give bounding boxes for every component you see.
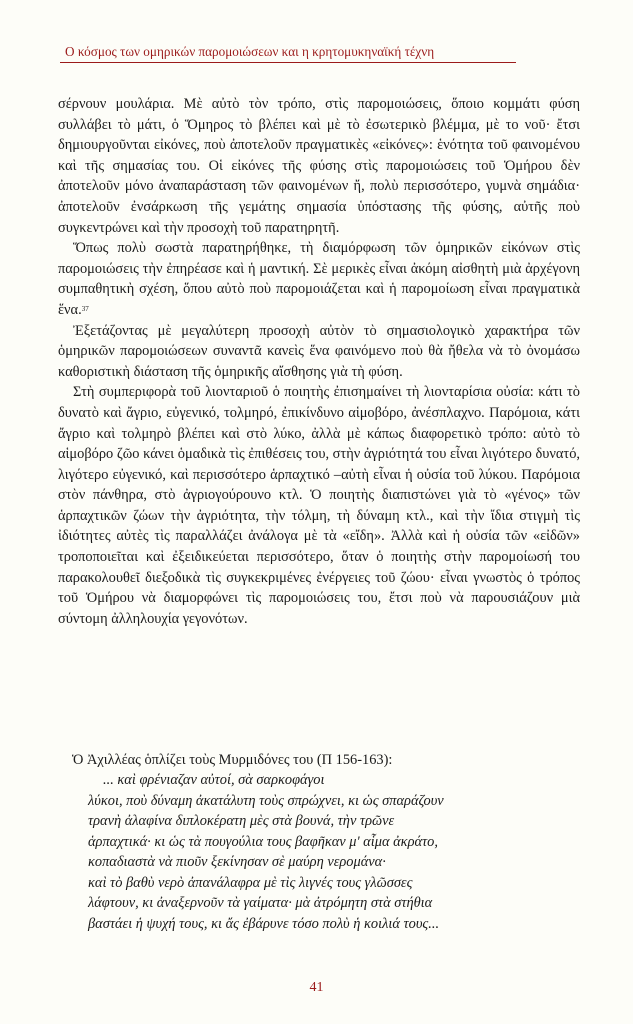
verse-line: ἁρπαχτικά· κι ὡς τὰ πουγούλια τους βαφῆκαν μ' αἷμα ἀκράτο, (88, 833, 438, 850)
paragraph (58, 321, 580, 383)
paragraph-text: Ὅπως πολὺ σωστὰ παρατηρήθηκε, τὴ διαμόρφωση τῶν ὁμηρικῶν εἰκόνων στὶς παρομοιώσεις τὴν ἐπηρέασε καὶ ἡ μαντική. Σὲ μερικὲς εἶναι ἀκόμη αἰσθητὴ μιὰ ἀρχέγονη συμπαθητικὴ σχέση, ὅπου αὐτὸ ποὺ παρομοιάζεται καὶ ἡ παρομοίωση εἶναι πραγματικὰ ἕνα. (58, 240, 580, 318)
verse-line: λάφτουν, κι ἀναξερνοῦν τὰ γαίματα· μὰ ἀτρόμητη στὰ στήθια (88, 895, 433, 911)
running-title: Ο κόσμος των ομηρικών παρομοιώσεων και η κρητομυκηναϊκή τέχνη (65, 44, 435, 59)
verse-quotation (88, 770, 558, 934)
paragraph (58, 382, 580, 629)
body-text (58, 94, 580, 629)
paragraph-text: σέρνουν μουλάρια. Μὲ αὐτὸ τὸν τρόπο, στὶς παρομοιώσεις, ὅποιο κομμάτι φύση συλλάβει τὸ μάτι, ὁ Ὅμηρος τὸ βλέπει καὶ μὲ τὸ ἐσωτερικὸ βλέμμα, μὲ το νοῦ· ἔτσι δημιουργοῦνται εἰκόνες, ποὺ ἀποτελοῦν πραγματικὲς «εἰκόνες»: ἑνότητα τοῦ φαινομένου καὶ τῆς σημασίας του. Οἱ εἰκόνες τῆς φύσης στὶς παρομοιώσεις τοῦ Ὁμήρου δὲν ἀποτελοῦν μόνο ἀναπαράσταση τῶν φαινομένων ἤ, πολὺ περισσότερο, γυμνὰ σημάδια· ἀποτελοῦν ἐνσάρκωση τῆς γεμάτης σημασία ὑπόστασης τῆς φύσης, αὐτῆς ποὺ συγκεντρώνει καὶ τὴν προσοχὴ τοῦ παρατηρητῆ. (58, 96, 580, 236)
verse-line: τρανὴ ἀλαφίνα διπλοκέρατη μὲς στὰ βουνά, τὴν τρῶνε (88, 813, 395, 829)
running-header (60, 44, 516, 63)
verse-line: λύκοι, ποὺ δύναμη ἀκατάλυτη τοὺς σπρώχνει, κι ὡς σπαράζουν (88, 792, 444, 809)
paragraph-text: Στὴ συμπεριφορὰ τοῦ λιονταριοῦ ὁ ποιητὴς ἐπισημαίνει τὴ λιονταρίσια οὐσία: κάτι τὸ δυνατὸ καὶ ἄγριο, εὐγενικό, τολμηρό, ἐπικίνδυνο αἱμοβόρο, ἀνέσπλαχνο. Παρόμοια, κάτι ἄγριο καὶ τολμηρὸ βλέπει καὶ στὸ λύκο, ἀλλὰ μὲ κάπως διαφορετικὸ τρόπο: αὐτὸ τὸ αἱμοβόρο ζῶο κάνει ὁμαδικὰ τὶς ἐπιθέσεις του, στὴν ἀγριότητά του εἶναι λιγότερο δυνατό, λιγότερο εὐγενικό, καὶ περισσότερο ἁρπαχτικό –αὐτὴ εἶναι ἡ οὐσία τοῦ λύκου. Παρόμοια στὸν πάνθηρα, στὸ ἀγριογούρουνο κτλ. Ὁ ποιητὴς διαπιστώνει γιὰ τὸ «γένος» τῶν ἁρπαχτικῶν ζώων τὴν ἀγριότητα, τὴν τόλμη, τὴ δύναμη κτλ., καὶ τὴν ἴδια στιγμὴ τὶς ἰδιότητες αὐτὲς τὶς παραλλάζει ἀνάλογα μὲ τὰ «εἴδη». Ἀλλὰ καὶ ἡ οὐσία τῶν «εἰδῶν» τροποποιεῖται καὶ ἐξειδικεύεται περισσότερο, ὅταν ὁ ποιητὴς στὴν παρομοίωσή του παρακολουθεῖ διεξοδικὰ τὶς συγκεκριμένες ἐνέργειες τοῦ ζώου· εἶναι γνωστὸς ὁ τρόπος τοῦ Ὁμήρου νὰ διαμορφώνει τὶς παρομοιώσεις του, ἔτσι ποὺ νὰ παρουσιάζουν μιὰ σύντομη ἀλληλουχία γεγονότων. (58, 384, 580, 627)
verse-line: ... καὶ φρένιαζαν αὐτοί, σὰ σαρκοφάγοι (103, 772, 325, 788)
page-number: 41 (309, 980, 324, 995)
paragraph (58, 238, 580, 320)
verse-line: κοπαδιαστὰ νὰ πιοῦν ξεκίνησαν σὲ μαύρη νερομάνα· (88, 854, 386, 870)
verse-line: καὶ τὸ βαθὺ νερὸ ἀπανάλαφρα μὲ τὶς λιγνές τους γλῶσσες (88, 874, 413, 891)
quote-intro: Ὁ Ἀχιλλέας ὁπλίζει τοὺς Μυρμιδόνες του (Π 156-163): (72, 752, 393, 768)
footnote-marker: 37 (81, 304, 89, 313)
paragraph (58, 94, 580, 238)
paragraph-text: Ἐξετάζοντας μὲ μεγαλύτερη προσοχὴ αὐτὸν τὸ σημασιολογικὸ χαρακτήρα τῶν ὁμηρικῶν παρομοιώσεων συναντᾶ κανεὶς ἕνα φαινόμενο ποὺ θὰ ἤθελα νὰ τὸ ὀνομάσω καθοριστικὴ διάσταση τῆς ὁμηρικῆς αἴσθησης γιὰ τὴ φύση. (58, 322, 580, 380)
verse-line: βαστάει ἡ ψυχή τους, κι ἄς ἐβάρυνε τόσο πολὺ ἡ κοιλιά τους... (88, 915, 440, 932)
